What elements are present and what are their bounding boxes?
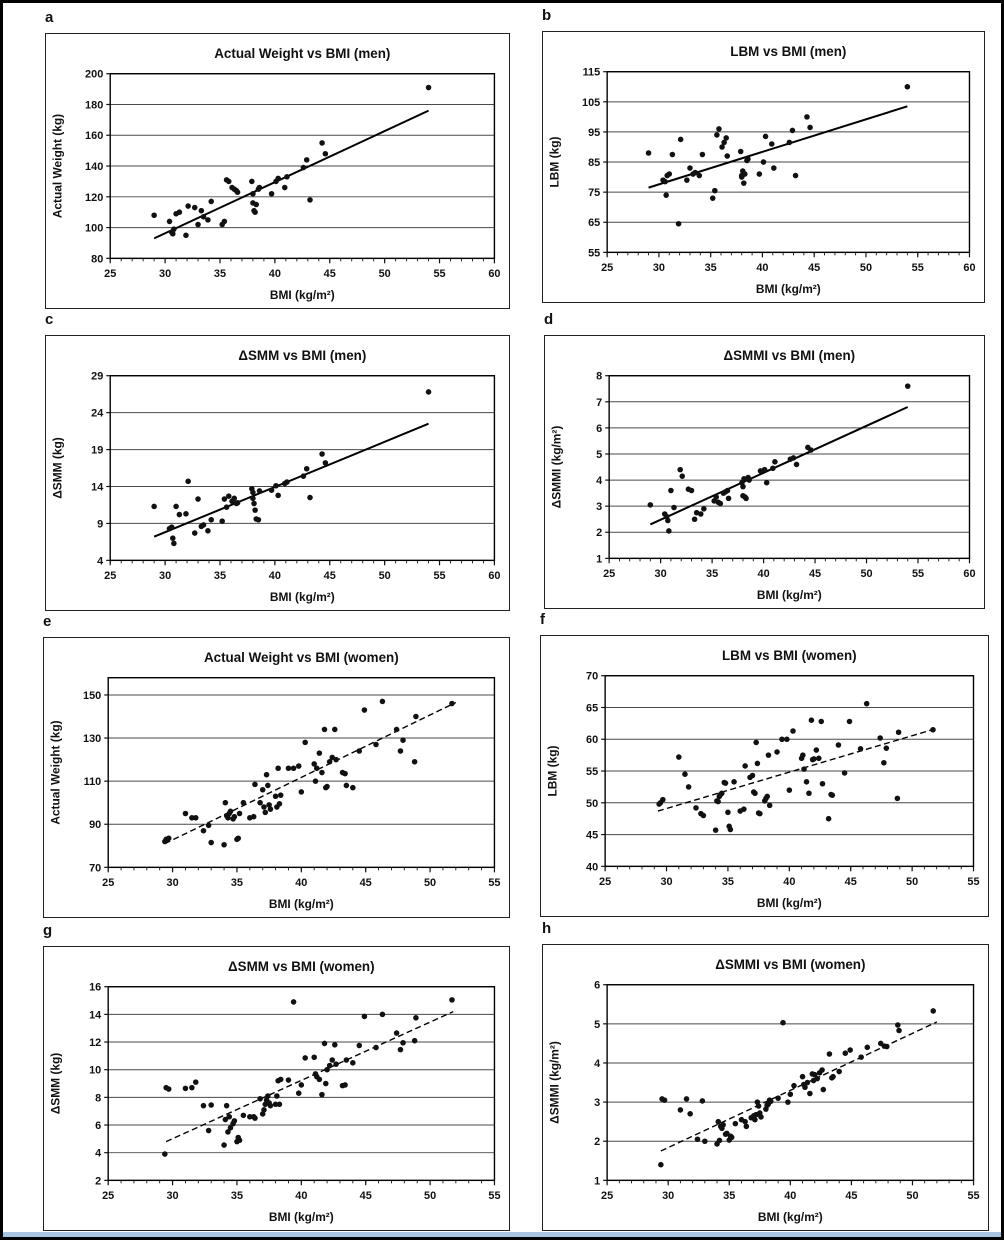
- svg-text:65: 65: [586, 702, 599, 715]
- svg-text:2: 2: [594, 1136, 601, 1149]
- svg-text:30: 30: [166, 1190, 179, 1203]
- panel-letter-c: c: [45, 311, 54, 328]
- chart-frame-a: [45, 33, 510, 309]
- svg-text:90: 90: [89, 819, 102, 832]
- svg-text:40: 40: [783, 876, 796, 889]
- svg-text:ΔSMMI vs BMI (women): ΔSMMI vs BMI (women): [715, 956, 866, 972]
- panel-letter-b: b: [542, 7, 552, 24]
- svg-text:40: 40: [268, 570, 281, 583]
- chart-frame-d: [544, 335, 985, 609]
- scatter-chart-dsmmi-men: [545, 336, 984, 608]
- panel-a: [45, 9, 510, 309]
- svg-text:1: 1: [596, 553, 603, 566]
- svg-text:7: 7: [596, 396, 603, 409]
- svg-text:40: 40: [295, 1190, 308, 1203]
- chart-frame-g: [43, 946, 510, 1231]
- svg-text:55: 55: [967, 1190, 980, 1203]
- svg-text:55: 55: [488, 877, 501, 890]
- svg-text:BMI (kg/m²): BMI (kg/m²): [268, 1210, 334, 1225]
- svg-text:12: 12: [89, 1037, 102, 1050]
- svg-text:60: 60: [488, 268, 501, 281]
- scatter-chart-actual-weight-women: [44, 638, 509, 917]
- svg-text:24: 24: [91, 407, 104, 420]
- svg-text:50: 50: [423, 877, 437, 890]
- svg-text:110: 110: [83, 776, 102, 789]
- svg-text:LBM (kg): LBM (kg): [547, 136, 562, 188]
- svg-text:60: 60: [963, 568, 976, 581]
- svg-text:25: 25: [102, 877, 115, 890]
- svg-text:1: 1: [594, 1175, 601, 1188]
- svg-text:Actual Weight (kg): Actual Weight (kg): [48, 720, 63, 825]
- svg-text:40: 40: [756, 262, 769, 275]
- svg-text:45: 45: [808, 568, 822, 581]
- svg-text:6: 6: [596, 422, 603, 435]
- svg-text:45: 45: [359, 1190, 372, 1203]
- svg-text:10: 10: [89, 1064, 102, 1077]
- svg-text:50: 50: [424, 1190, 437, 1203]
- svg-text:2: 2: [95, 1175, 102, 1188]
- svg-text:14: 14: [89, 1009, 102, 1022]
- svg-text:40: 40: [586, 861, 599, 874]
- scatter-chart-lbm-women: [541, 636, 988, 916]
- svg-text:55: 55: [586, 766, 599, 779]
- svg-text:50: 50: [906, 876, 919, 889]
- scatter-chart-dsmmi-women: [543, 945, 988, 1230]
- scatter-chart-dsmm-men: [46, 336, 509, 610]
- svg-text:25: 25: [104, 268, 117, 281]
- svg-text:BMI (kg/m²): BMI (kg/m²): [755, 282, 821, 297]
- svg-text:50: 50: [860, 568, 873, 581]
- svg-text:BMI (kg/m²): BMI (kg/m²): [268, 897, 334, 912]
- svg-text:65: 65: [588, 217, 601, 230]
- svg-text:30: 30: [159, 268, 172, 281]
- svg-text:25: 25: [601, 262, 614, 275]
- svg-text:50: 50: [859, 262, 873, 275]
- svg-text:70: 70: [89, 862, 102, 875]
- svg-text:14: 14: [91, 481, 104, 494]
- svg-text:4: 4: [596, 475, 603, 488]
- svg-text:8: 8: [596, 370, 603, 383]
- svg-text:30: 30: [159, 570, 172, 583]
- panel-f: [540, 611, 989, 917]
- scatter-chart-dsmm-women: [44, 947, 509, 1230]
- chart-frame-c: [45, 335, 510, 611]
- svg-text:ΔSMM vs BMI (women): ΔSMM vs BMI (women): [228, 958, 375, 974]
- panel-letter-d: d: [544, 311, 554, 328]
- panel-letter-g: g: [43, 922, 53, 939]
- svg-text:60: 60: [586, 734, 599, 747]
- svg-text:55: 55: [588, 247, 601, 260]
- svg-text:55: 55: [911, 262, 924, 275]
- svg-text:ΔSMM (kg): ΔSMM (kg): [50, 437, 65, 499]
- svg-text:LBM vs BMI (men): LBM vs BMI (men): [730, 43, 847, 59]
- svg-text:Actual Weight (kg): Actual Weight (kg): [50, 113, 65, 219]
- svg-text:70: 70: [586, 670, 599, 683]
- svg-text:45: 45: [586, 829, 599, 842]
- svg-text:30: 30: [166, 877, 179, 890]
- svg-text:80: 80: [91, 253, 104, 266]
- svg-text:120: 120: [85, 191, 104, 204]
- svg-text:45: 45: [359, 877, 372, 890]
- chart-frame-b: [542, 31, 985, 303]
- svg-text:105: 105: [582, 96, 601, 109]
- svg-text:60: 60: [488, 570, 501, 583]
- svg-text:35: 35: [704, 262, 717, 275]
- scatter-chart-actual-weight-men: [46, 34, 509, 308]
- svg-text:130: 130: [83, 733, 102, 746]
- svg-text:4: 4: [594, 1057, 601, 1070]
- svg-text:50: 50: [906, 1190, 919, 1203]
- svg-text:8: 8: [95, 1092, 102, 1105]
- chart-frame-f: [540, 635, 989, 917]
- svg-text:5: 5: [594, 1018, 601, 1031]
- svg-text:50: 50: [378, 570, 391, 583]
- svg-text:25: 25: [102, 1190, 115, 1203]
- svg-text:100: 100: [85, 222, 104, 235]
- scatter-chart-lbm-men: [543, 32, 984, 302]
- svg-text:4: 4: [97, 555, 104, 568]
- svg-text:9: 9: [97, 518, 104, 531]
- svg-text:95: 95: [588, 126, 601, 139]
- svg-text:115: 115: [582, 66, 601, 79]
- svg-text:19: 19: [91, 444, 104, 457]
- svg-text:55: 55: [433, 570, 446, 583]
- svg-text:200: 200: [85, 68, 104, 81]
- svg-text:40: 40: [268, 268, 281, 281]
- svg-text:4: 4: [95, 1147, 102, 1160]
- svg-text:2: 2: [596, 527, 603, 540]
- svg-text:60: 60: [963, 262, 976, 275]
- svg-text:40: 40: [757, 568, 770, 581]
- svg-text:6: 6: [594, 979, 601, 992]
- svg-text:35: 35: [721, 876, 734, 889]
- panel-b: [542, 7, 985, 303]
- panel-g: [43, 922, 510, 1231]
- svg-text:Actual Weight vs BMI (women): Actual Weight vs BMI (women): [203, 649, 399, 665]
- svg-text:45: 45: [808, 262, 821, 275]
- svg-text:35: 35: [706, 568, 719, 581]
- svg-text:30: 30: [660, 876, 673, 889]
- svg-text:40: 40: [295, 877, 308, 890]
- panel-d: [544, 311, 985, 609]
- svg-text:150: 150: [83, 689, 102, 702]
- svg-text:50: 50: [378, 268, 391, 281]
- panel-h: [542, 920, 989, 1231]
- svg-text:25: 25: [601, 1190, 614, 1203]
- svg-text:ΔSMM (kg): ΔSMM (kg): [48, 1052, 63, 1115]
- svg-text:ΔSMM vs BMI (men): ΔSMM vs BMI (men): [238, 347, 367, 363]
- svg-text:16: 16: [89, 981, 102, 994]
- svg-text:35: 35: [230, 877, 244, 890]
- panel-letter-h: h: [542, 920, 552, 937]
- svg-text:55: 55: [967, 876, 980, 889]
- svg-text:35: 35: [230, 1190, 244, 1203]
- svg-text:3: 3: [594, 1097, 601, 1110]
- svg-text:45: 45: [323, 268, 336, 281]
- svg-text:35: 35: [213, 570, 227, 583]
- svg-text:25: 25: [603, 568, 616, 581]
- svg-text:30: 30: [652, 262, 665, 275]
- panel-c: [45, 311, 510, 611]
- svg-text:LBM vs BMI (women): LBM vs BMI (women): [721, 647, 857, 663]
- svg-text:45: 45: [845, 1190, 858, 1203]
- svg-text:LBM (kg): LBM (kg): [545, 745, 560, 797]
- chart-frame-e: [43, 637, 510, 918]
- svg-text:55: 55: [911, 568, 925, 581]
- svg-text:40: 40: [784, 1190, 797, 1203]
- panel-letter-f: f: [540, 611, 545, 628]
- svg-text:85: 85: [588, 157, 601, 170]
- svg-text:75: 75: [588, 187, 601, 200]
- svg-text:29: 29: [91, 370, 104, 383]
- panel-e: [43, 613, 510, 918]
- svg-text:30: 30: [662, 1190, 675, 1203]
- svg-text:3: 3: [596, 501, 603, 514]
- svg-text:25: 25: [104, 570, 117, 583]
- svg-text:45: 45: [323, 570, 336, 583]
- svg-text:6: 6: [95, 1119, 102, 1132]
- svg-text:BMI (kg/m²): BMI (kg/m²): [757, 1210, 823, 1225]
- svg-text:45: 45: [844, 876, 857, 889]
- svg-text:ΔSMMI (kg/m²): ΔSMMI (kg/m²): [549, 425, 564, 509]
- panel-letter-e: e: [43, 613, 52, 630]
- svg-text:BMI (kg/m²): BMI (kg/m²): [756, 896, 822, 911]
- svg-text:BMI (kg/m²): BMI (kg/m²): [756, 588, 822, 603]
- svg-text:35: 35: [213, 268, 227, 281]
- svg-text:25: 25: [599, 876, 612, 889]
- svg-text:140: 140: [85, 161, 104, 174]
- panel-letter-a: a: [45, 9, 54, 26]
- svg-text:50: 50: [586, 797, 599, 810]
- window-edge-strip: [3, 1232, 1001, 1237]
- svg-text:BMI (kg/m²): BMI (kg/m²): [269, 590, 335, 605]
- svg-text:Actual Weight vs BMI (men): Actual Weight vs BMI (men): [214, 45, 391, 61]
- svg-text:ΔSMMI (kg/m²): ΔSMMI (kg/m²): [547, 1041, 562, 1124]
- chart-frame-h: [542, 944, 989, 1231]
- svg-text:30: 30: [654, 568, 667, 581]
- svg-text:55: 55: [433, 268, 446, 281]
- svg-text:ΔSMMI vs BMI (men): ΔSMMI vs BMI (men): [723, 347, 856, 363]
- svg-text:180: 180: [85, 99, 104, 112]
- svg-text:35: 35: [723, 1190, 736, 1203]
- svg-text:5: 5: [596, 448, 603, 461]
- svg-text:55: 55: [488, 1190, 501, 1203]
- svg-text:160: 160: [85, 130, 104, 143]
- svg-text:BMI (kg/m²): BMI (kg/m²): [269, 288, 335, 303]
